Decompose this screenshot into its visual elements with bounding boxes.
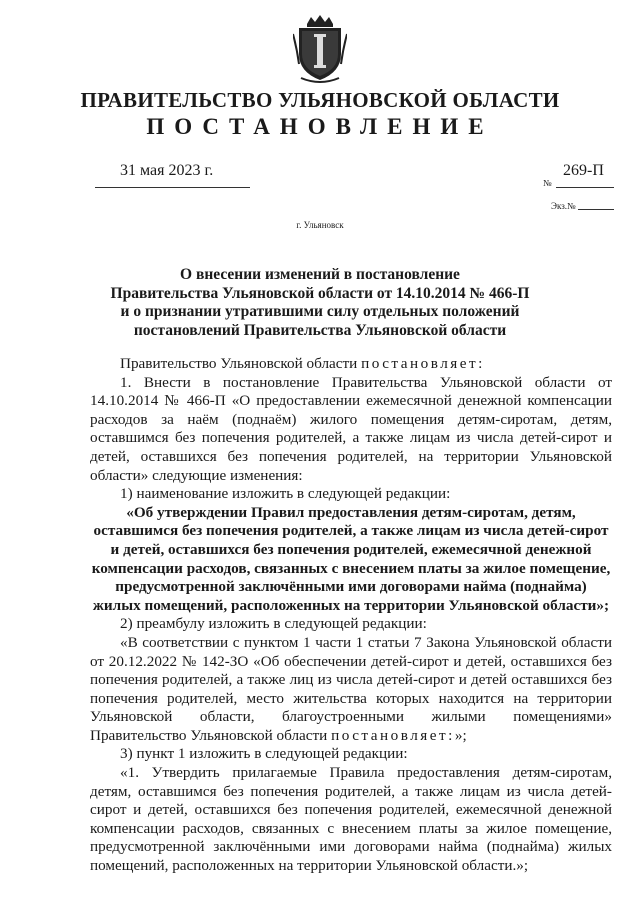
preamble-text: «В соответствии с пунктом 1 части 1 статьи 7 Закона Ульяновской области от 20.12.2022 № 142-ЗО «Об обеспечении детей-сирот и детей, оставшихся без попечения родителей, а также лиц из числа детей-сирот и детей оставшихся без попечения родителей, место жительства которых находится на территории Ульяновской области, благоустроенными жилыми помещениями» Правительство Ульяновской области постановляет:»;	[90, 633, 612, 744]
new-title-text: «Об утверждении Правил предоставления детям-сиротам, детям, оставшимся без попечения родителей, а также лицам из числа детей-сирот и детей, оставшихся без попечения родителей, ежемесячной денежной компенсации расходов, связанных с внесением платы за жилое помещение, предусмотренной заключёнными ими договорами найма (поднайма) жилых помещений, расположенных на территории Ульяновской области»;	[91, 503, 611, 614]
coat-of-arms-icon	[293, 14, 347, 84]
paragraph-1: 1. Внести в постановление Правительства Ульяновской области от 14.10.2014 № 466-П «О предоставлении ежемесячной денежной компенсации расходов за наём (поднаём) жилого помещения детям-сиротам, детям, оставшимся без попечения родителей, а также лицам из числа детей-сирот и детей, оставшихся без попечения родителей, на территории Ульяновской области» следующие изменения:	[90, 373, 612, 484]
subparagraph-1: 1) наименование изложить в следующей редакции:	[120, 485, 451, 503]
document-body	[90, 355, 612, 876]
document-number: 269-П	[563, 162, 604, 179]
number-sign: №	[543, 178, 552, 188]
title-line: постановлений Правительства Ульяновской области	[133, 321, 507, 339]
date-underline	[95, 187, 250, 188]
subparagraph-2: 2) преамбулу изложить в следующей редакции:	[120, 615, 427, 633]
point-1-text: «1. Утвердить прилагаемые Правила предоставления детям-сиротам, детям, оставшимся без попечения родителей, а также лицам из числа детей-сирот и детей, оставшихся без попечения родителей, ежемесячной денежной компенсации расходов, связанных с внесением платы за жилое помещение, предусмотренной заключёнными ими договорами найма (поднайма) жилых помещений, расположенных на территории Ульяновской области.»;	[90, 764, 612, 875]
document-date: 31 мая 2023 г.	[120, 162, 214, 179]
copy-label: Экз.№	[551, 201, 576, 211]
title-line: Правительства Ульяновской области от 14.10.2014 № 466-П	[110, 284, 530, 302]
title-line: О внесении изменений в постановление	[180, 266, 460, 283]
copy-underline	[578, 209, 614, 210]
organization-name: ПРАВИТЕЛЬСТВО УЛЬЯНОВСКОЙ ОБЛАСТИ	[80, 88, 560, 112]
title-line: и о признании утратившими силу отдельных положений	[120, 303, 520, 320]
city: г. Ульяновск	[296, 220, 344, 230]
intro-paragraph: Правительство Ульяновской области постановляет:	[120, 355, 485, 372]
number-underline	[556, 187, 614, 188]
document-type: ПОСТАНОВЛЕНИЕ	[146, 114, 494, 139]
document-title	[100, 266, 540, 340]
subparagraph-3: 3) пункт 1 изложить в следующей редакции:	[120, 745, 408, 763]
